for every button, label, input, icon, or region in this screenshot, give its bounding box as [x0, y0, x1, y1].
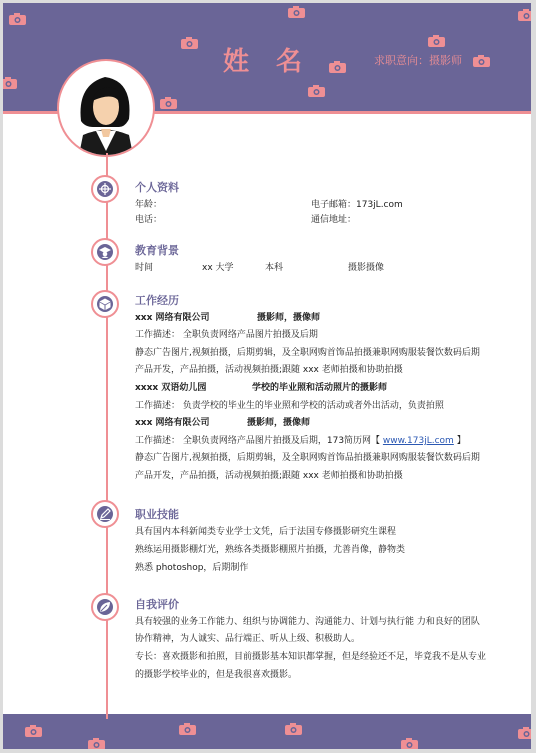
skills-line1: 具有国内本科新闻类专业学士文凭，后于法国专修摄影研究生课程	[135, 527, 397, 537]
camera-icon	[308, 85, 325, 97]
job3-line3: 产品开发，产品拍摄，活动视频拍摄;跟随 xxx 老师拍摄和协助拍摄	[135, 471, 403, 481]
camera-icon	[428, 35, 445, 47]
self-line4: 的摄影学校毕业的，但是我很喜欢摄影。	[135, 670, 298, 680]
job3-line2: 静态广告图片,视频拍摄，后期剪辑，及全职网购首饰品拍摄兼职网购服装餐饮数码后期	[135, 453, 480, 463]
personal-title: 个人资料	[135, 181, 179, 194]
job1-role: 摄影师，摄像师	[257, 313, 321, 323]
job1-desc: 工作描述： 全职负责网络产品图片拍摄及后期	[135, 330, 318, 340]
camera-icon	[401, 738, 418, 749]
camera-icon	[9, 13, 26, 25]
job1-company: xxx 网络有限公司	[135, 313, 210, 323]
edu-degree: 本科	[265, 263, 284, 273]
edu-school: xx 大学	[202, 263, 234, 273]
woman-avatar-icon	[59, 61, 153, 155]
edu-major: 摄影摄像	[348, 263, 385, 273]
job3-desc-row	[135, 433, 466, 446]
camera-icon	[3, 77, 17, 89]
job3-role: 摄影师，摄像师	[247, 418, 311, 428]
edu-time: 时间	[135, 263, 154, 273]
self-line1: 具有较强的业务工作能力、组织与协调能力、沟通能力、计划与执行能 力和良好的团队	[135, 617, 480, 627]
website-link[interactable]: www.173jL.com	[382, 436, 454, 446]
self-line2: 协作精神，为人诚实、品行端正、听从上级、积极助人。	[135, 634, 361, 644]
job3-desc-close: 】	[456, 436, 466, 446]
skills-line2: 熟练运用摄影棚灯光，熟练各类摄影棚照片拍摄，尤善肖像，静物类	[135, 545, 406, 555]
graduate-icon	[98, 245, 112, 259]
camera-icon	[473, 55, 490, 67]
crosshair-icon	[98, 182, 112, 196]
work-marker	[91, 290, 119, 318]
job2-company: xxxx 双语幼儿园	[135, 383, 207, 393]
job1-line3: 产品开发，产品拍摄，活动视频拍摄;跟随 xxx 老师拍摄和协助拍摄	[135, 365, 403, 375]
camera-icon	[518, 727, 531, 739]
camera-icon	[288, 6, 305, 18]
camera-icon	[88, 738, 105, 749]
camera-icon	[179, 723, 196, 735]
job3-desc: 工作描述： 全职负责网络产品图片拍摄及后期，173简历网【	[135, 436, 381, 446]
self-line3: 专长：喜欢摄影和拍照，目前摄影基本知识都掌握，但是经验还不足，毕竟我不是从专业	[135, 652, 487, 662]
skills-marker	[91, 500, 119, 528]
camera-icon	[160, 97, 177, 109]
work-title: 工作经历	[135, 294, 179, 307]
footer-band	[3, 714, 531, 749]
resume-name: 姓 名	[223, 47, 312, 77]
resume-page	[3, 3, 531, 749]
job2-desc: 工作描述： 负责学校的毕业生的毕业照和学校的活动或者外出活动，负责拍照	[135, 401, 444, 411]
job-target: 求职意向：摄影师	[374, 54, 462, 67]
camera-icon	[25, 725, 42, 737]
pen-icon	[98, 507, 112, 521]
education-marker	[91, 238, 119, 266]
job2-role: 学校的毕业照和活动照片的摄影师	[252, 383, 388, 393]
self-marker	[91, 593, 119, 621]
cube-icon	[98, 297, 112, 311]
leaf-icon	[98, 600, 112, 614]
self-title: 自我评价	[135, 598, 179, 611]
skills-line3: 熟悉 photoshop，后期制作	[135, 563, 249, 573]
camera-icon	[285, 723, 302, 735]
camera-icon	[518, 9, 531, 21]
job3-company: xxx 网络有限公司	[135, 418, 210, 428]
camera-icon	[329, 61, 346, 73]
personal-marker	[91, 175, 119, 203]
address-label: 通信地址：	[311, 215, 357, 225]
email-label: 电子邮箱：173jL.com	[311, 200, 403, 210]
age-label: 年龄：	[135, 200, 163, 210]
job1-line2: 静态广告图片,视频拍摄，后期剪辑，及全职网购首饰品拍摄兼职网购服装餐饮数码后期	[135, 348, 480, 358]
avatar	[57, 59, 155, 157]
education-title: 教育背景	[135, 244, 179, 257]
phone-label: 电话：	[135, 215, 163, 225]
skills-title: 职业技能	[135, 508, 179, 521]
camera-icon	[181, 37, 198, 49]
